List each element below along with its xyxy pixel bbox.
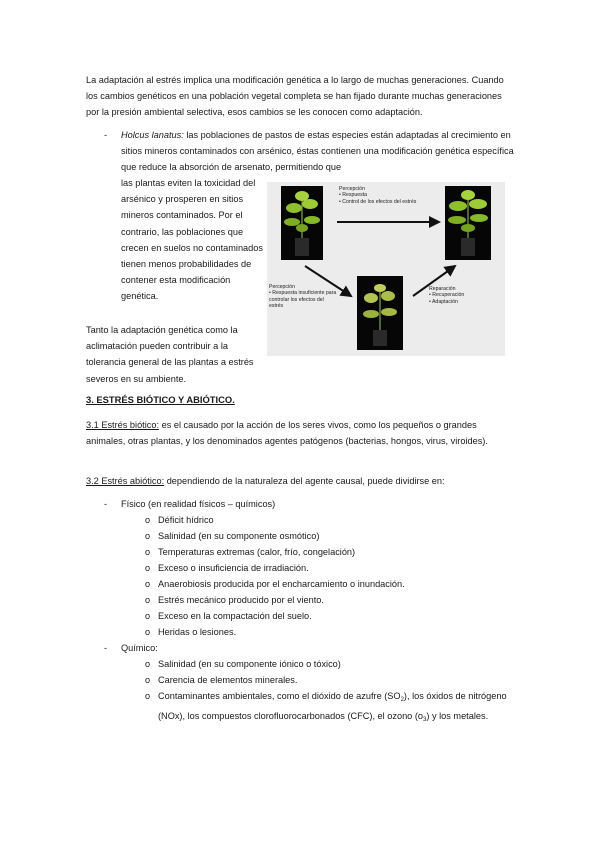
holcus-text: las poblaciones de pastos de estas especies están adaptadas al crecimiento en sitios mineros contaminados con arsénico, éstas contienen una modificación genética específica que reduce la absorción de arsenato, permitiendo que xyxy=(121,130,514,173)
intro-paragraph: La adaptación al estrés implica una modificación genética a lo largo de muchas generaciones. Cuando los cambios genéticos en una población vegetal completa se han fijado durante muchas generaciones por la presión ambiental selectiva, esos cambios se les conocen como adaptación. xyxy=(86,75,504,118)
list-item: Salinidad (en su componente osmótico) xyxy=(158,531,320,541)
label-left-line: estrés xyxy=(269,303,284,310)
bullet-o: o xyxy=(145,627,151,637)
dash-bullet: - xyxy=(104,499,108,509)
label-right-line: • Recuperación xyxy=(429,292,465,299)
bullet-o: o xyxy=(145,531,151,541)
species-name: Holcus lanatus: xyxy=(121,130,184,140)
label-top-line: • Respuesta xyxy=(339,192,368,199)
bullet-o: o xyxy=(145,659,151,669)
list-item: Exceso en la compactación del suelo. xyxy=(158,611,312,621)
list-item: Estrés mecánico producido por el viento. xyxy=(158,595,324,605)
bullet-o: o xyxy=(145,675,151,685)
list-item: Salinidad (en su componente iónico o tóxico) xyxy=(158,659,341,669)
biotic-text: es el causado por la acción de los seres vivos, como los pequeños o grandes animales, otras plantas, y los denominados agentes patógenos (bacterias, hongos, virus, viroides). xyxy=(86,420,488,447)
list-item-pollutants xyxy=(158,688,508,728)
pollutants-text: Contaminantes ambientales, como el dióxido de azufre (SO xyxy=(158,691,401,701)
label-top xyxy=(339,186,416,205)
list-item: Exceso o insuficiencia de irradiación. xyxy=(158,563,309,573)
diagram-arrows xyxy=(267,182,505,356)
subscript: 2 xyxy=(400,697,404,703)
label-left-line: controlar los efectos del xyxy=(269,296,324,303)
bullet-o: o xyxy=(145,547,151,557)
label-left-line: • Respuesta insuficiente para xyxy=(269,290,337,297)
pollutants-text: ) y los metales. xyxy=(426,711,489,721)
bullet-o: o xyxy=(145,563,151,573)
holcus-paragraph xyxy=(121,127,516,176)
bullet-o: o xyxy=(145,691,151,701)
list-item: Carencia de elementos minerales. xyxy=(158,675,298,685)
physical-label: Físico (en realidad físicos – químicos) xyxy=(121,499,276,509)
biotic-paragraph xyxy=(86,417,516,449)
biotic-label: 3.1 Estrés biótico: xyxy=(86,420,160,430)
holcus-wrap-paragraph: las plantas eviten la toxicidad del arsénico y prosperen en sitios mineros contaminados. Por el contrario, las poblaciones que crecen en suelos no contaminados tienen menos probabilidades de contener esta modificación genética. xyxy=(121,178,263,302)
dash-bullet: - xyxy=(104,643,108,653)
subscript: 3 xyxy=(423,717,427,723)
bullet-o: o xyxy=(145,515,151,525)
bullet-o: o xyxy=(145,611,151,621)
list-item: Temperaturas extremas (calor, frío, congelación) xyxy=(158,547,356,557)
bullet-o: o xyxy=(145,579,151,589)
tanto-paragraph: Tanto la adaptación genética como la aclimatación pueden contribuir a la tolerancia general de las plantas a estrés severos en su ambiente. xyxy=(86,325,254,384)
abiotic-text: dependiendo de la naturaleza del agente causal, puede dividirse en: xyxy=(164,476,445,486)
abiotic-label: 3.2 Estrés abiótico: xyxy=(86,476,165,486)
bullet-o: o xyxy=(145,595,151,605)
section-heading: 3. ESTRÉS BIÓTICO Y ABIÓTICO. xyxy=(86,394,235,405)
label-left xyxy=(269,284,336,310)
list-item: Heridas o lesiones. xyxy=(158,627,237,637)
label-right-line: Reparación xyxy=(429,286,456,292)
list-item: Anaerobiosis producida por el encharcamiento o inundación. xyxy=(158,579,405,589)
chemical-label: Químico: xyxy=(121,643,158,653)
label-top-line: • Control de los efectos del estrés xyxy=(339,198,417,205)
stress-diagram xyxy=(267,182,505,356)
label-top-line: Percepción xyxy=(339,186,365,192)
label-left-line: Percepción xyxy=(269,284,295,290)
label-right-line: • Adaptación xyxy=(429,298,458,305)
label-right xyxy=(429,286,464,305)
list-item: Déficit hídrico xyxy=(158,515,214,525)
abiotic-paragraph xyxy=(86,473,516,489)
pollutants-text: ), los óxidos de nitrógeno (NOx), los compuestos clorofluorocarbonados (CFC), el ozono (o xyxy=(158,691,507,721)
dash-bullet: - xyxy=(104,130,108,140)
